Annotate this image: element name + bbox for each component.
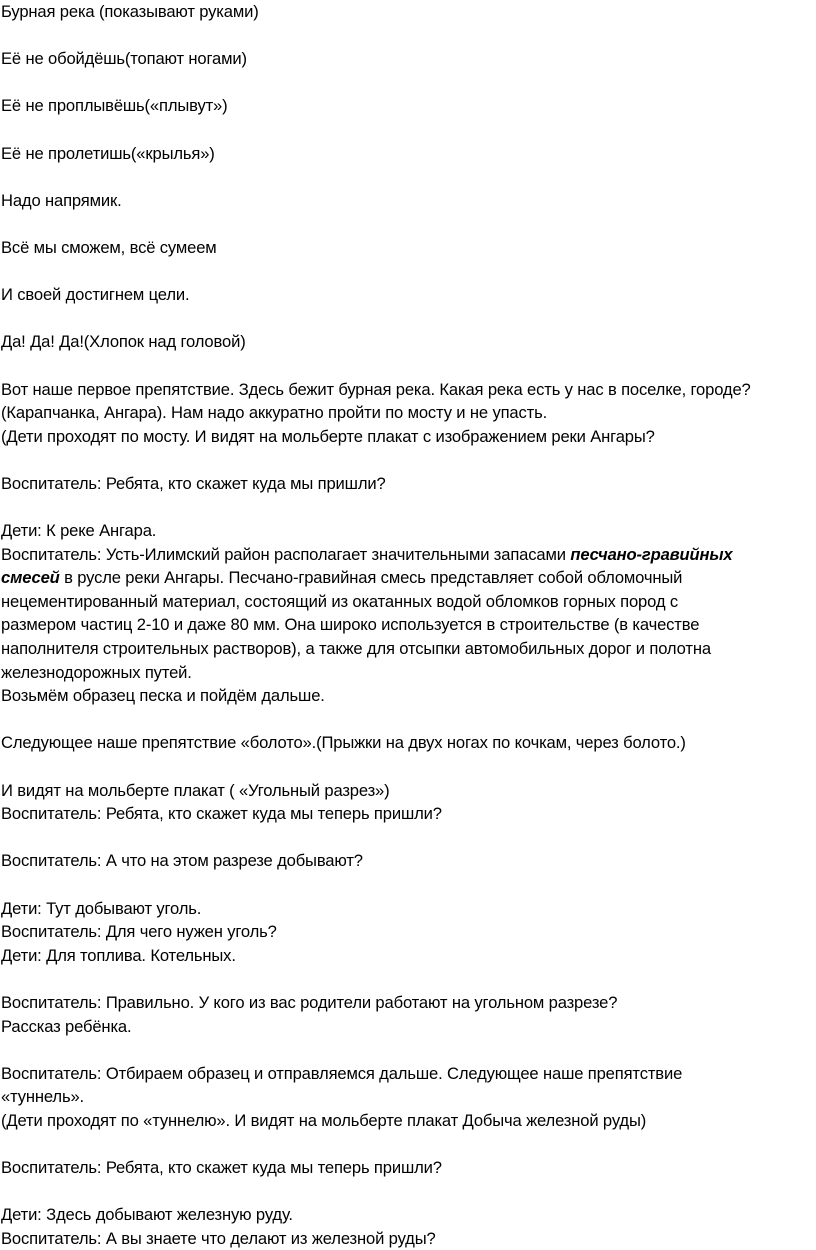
blank-line [1,708,816,732]
text-line [1,566,816,590]
blank-line [1,755,816,779]
text-line: Дети: К реке Ангара. [1,521,157,541]
blank-line [1,967,816,991]
text-line: Воспитатель: Для чего нужен уголь? [1,922,277,942]
text-line: Воспитатель: Отбираем образец и отправляемся дальше. Следующее наше препятствие [1,1063,683,1083]
text-line: Вот наше первое препятствие. Здесь бежит бурная река. Какая река есть у нас в поселке, городе? [1,379,751,399]
text-line: Возьмём образец песка и пойдём дальше. [1,686,325,706]
blank-line [1,1038,816,1062]
text-line: Воспитатель: Правильно. У кого из вас родители работают на угольном разрезе? [1,992,618,1012]
text-line: железнодорожных путей. [1,662,192,682]
emphasis-text: смесей [1,568,60,588]
text-line: Воспитатель: А что на этом разрезе добывают? [1,851,363,871]
blank-line [1,118,816,142]
text-line: нецементированный материал, состоящий из окатанных водой обломков горных пород с [1,591,678,611]
emphasis-text: песчано-гравийных [570,544,733,564]
blank-line [1,873,816,897]
text-line: Рассказ ребёнка. [1,1016,132,1036]
blank-line [1,448,816,472]
text-run: в русле реки Ангары. Песчано-гравийная смесь представляет собой обломочный [59,568,683,588]
text-block-continuation [1,708,816,1250]
text-block-intro [1,0,816,543]
text-line: Дети: Для топлива. Котельных. [1,945,236,965]
text-line: Бурная река (показывают руками) [1,2,259,21]
blank-line [1,71,816,95]
text-line: Воспитатель: А вы знаете что делают из железной руды? [1,1228,436,1248]
blank-line [1,24,816,48]
text-line: Да! Да! Да!(Хлопок над головой) [1,332,246,352]
text-line: Всё мы сможем, всё сумеем [1,237,217,257]
text-line: наполнителя строительных растворов), а также для отсыпки автомобильных дорог и полотна [1,639,711,659]
text-line: И видят на мольберте плакат ( «Угольный разрез») [1,780,390,800]
blank-line [1,260,816,284]
paragraph-sand-gravel [1,543,816,708]
text-line: (Карапчанка, Ангара). Нам надо аккуратно пройти по мосту и не упасть. [1,403,548,423]
text-line: И своей достигнем цели. [1,285,190,305]
text-line: Её не обойдёшь(топают ногами) [1,49,247,69]
blank-line [1,1180,816,1204]
blank-line [1,1133,816,1157]
text-line: (Дети проходят по мосту. И видят на мольберте плакат с изображением реки Ангары? [1,426,655,446]
text-line: Воспитатель: Ребята, кто скажет куда мы пришли? [1,473,386,493]
text-line: Воспитатель: Ребята, кто скажет куда мы теперь пришли? [1,1158,442,1178]
blank-line [1,826,816,850]
blank-line [1,354,816,378]
text-line: Воспитатель: Ребята, кто скажет куда мы теперь пришли? [1,804,442,824]
text-line: (Дети проходят по «туннелю». И видят на мольберте плакат Добыча железной руды) [1,1110,647,1130]
text-line: Следующее наше препятствие «болото».(Прыжки на двух ногах по кочкам, через болото.) [1,733,686,753]
text-line: Надо напрямик. [1,190,122,210]
blank-line [1,212,816,236]
text-run: Воспитатель: Усть-Илимский район располагает значительными запасами [1,544,571,564]
text-line [1,543,816,567]
text-line: Её не пролетишь(«крылья») [1,143,215,163]
blank-line [1,307,816,331]
blank-line [1,495,816,519]
text-line: Дети: Тут добывают уголь. [1,898,202,918]
text-line: размером частиц 2-10 и даже 80 мм. Она широко используется в строительстве (в качестве [1,615,700,635]
text-line: Дети: Здесь добывают железную руду. [1,1205,293,1225]
text-line: «туннель». [1,1087,84,1107]
blank-line [1,165,816,189]
text-line: Её не проплывёшь(«плывут») [1,96,228,116]
